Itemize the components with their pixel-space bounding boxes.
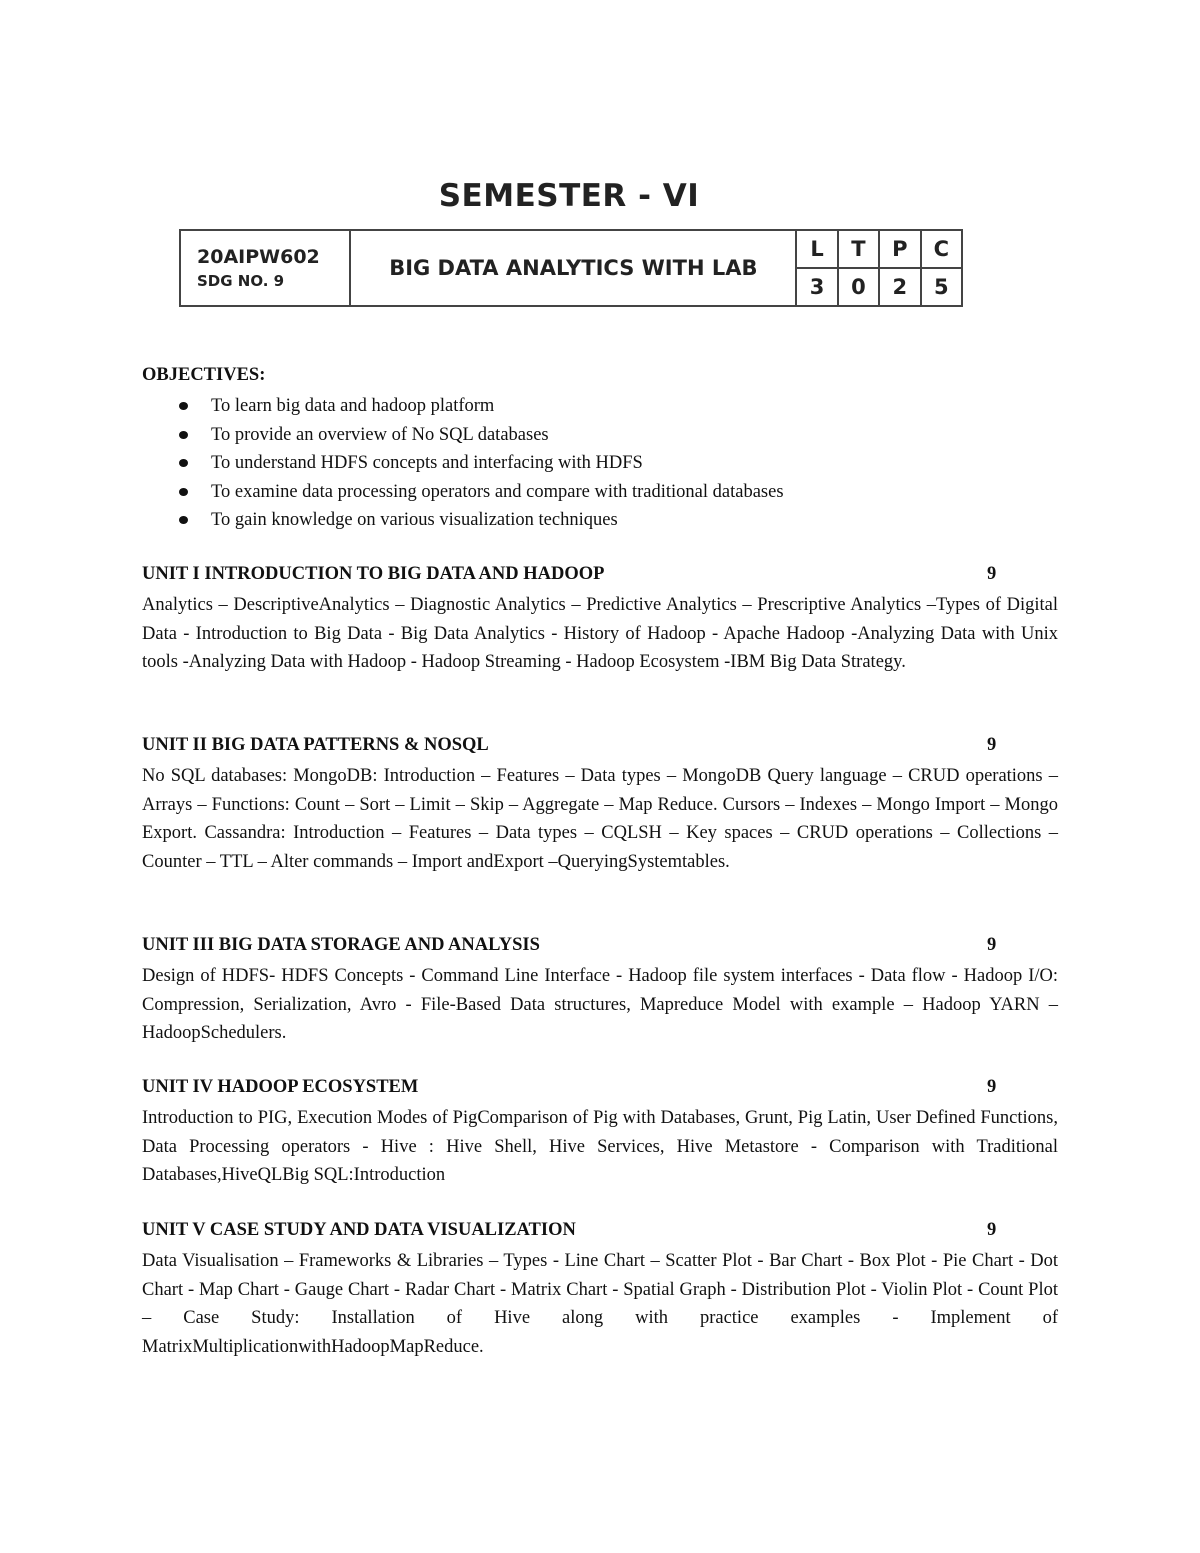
- objective-item: [176, 479, 784, 508]
- unit-4-content: Introduction to PIG, Execution Modes of PigComparison of Pig with Databases, Grunt, Pig Latin, User Defined Functions, Data Processing operators - Hive : Hive Shell, Hive Services, Hive Metastore - Comparison with Traditional Databases,HiveQLBig SQL:Introduction: [142, 1108, 1058, 1185]
- unit-3-heading: [142, 935, 1058, 959]
- unit-2-content: No SQL databases: MongoDB: Introduction – Features – Data types – MongoDB Query language – CRUD operations – Arrays – Functions: Count – Sort – Limit – Skip – Aggregate – Map Reduce. Cursors – Indexes – Mongo Import – Mongo Export. Cassandra: Introduction – Features – Data types – CQLSH – Key spaces – CRUD operations – Collections – Counter – TTL – Alter commands – Import andExport –QueryingSystemtables.: [142, 766, 1058, 872]
- unit-2-heading: [142, 735, 1058, 759]
- course-code: 20AIPW602: [197, 246, 320, 268]
- unit-1-content: Analytics – DescriptiveAnalytics – Diagnostic Analytics – Predictive Analytics – Prescriptive Analytics –Types of Digital Data - Introduction to Big Data - Big Data Analytics - History of Hadoop - Apache Hadoop -Analyzing Data with Unix tools -Analyzing Data with Hadoop - Hadoop Streaming - Hadoop Ecosystem -IBM Big Data Strategy.: [142, 595, 1058, 672]
- bullet-icon: [179, 402, 188, 410]
- unit-hours: 9: [987, 1077, 997, 1097]
- unit-title: UNIT IV HADOOP ECOSYSTEM: [142, 1077, 419, 1097]
- objective-text: To understand HDFS concepts and interfacing with HDFS: [211, 453, 643, 473]
- bullet-icon: [179, 488, 188, 496]
- sdg-number: SDG NO. 9: [197, 272, 285, 290]
- unit-title: UNIT III BIG DATA STORAGE AND ANALYSIS: [142, 935, 540, 955]
- unit-hours: 9: [987, 735, 997, 755]
- unit-hours: 9: [987, 564, 997, 584]
- ltpc-value-t: 0: [838, 268, 879, 306]
- ltpc-header-t: T: [838, 230, 879, 268]
- semester-title: SEMESTER - VI: [438, 178, 700, 214]
- ltpc-value-c: 5: [921, 268, 962, 306]
- bullet-icon: [179, 459, 188, 467]
- unit-title: UNIT I INTRODUCTION TO BIG DATA AND HADOOP: [142, 564, 605, 584]
- bullet-icon: [179, 516, 188, 524]
- objective-text: To examine data processing operators and compare with traditional databases: [211, 481, 784, 502]
- unit-3-content: Design of HDFS- HDFS Concepts - Command Line Interface - Hadoop file system interfaces - Data flow - Hadoop I/O: Compression, Serialization, Avro - File-Based Data structures, Mapreduce Model with example – Hadoop YARN – HadoopSchedulers.: [142, 966, 1058, 1043]
- bullet-icon: [179, 431, 188, 439]
- unit-hours: 9: [987, 935, 997, 955]
- unit-hours: 9: [987, 1220, 997, 1240]
- objective-text: To gain knowledge on various visualization techniques: [211, 510, 618, 530]
- unit-title: UNIT II BIG DATA PATTERNS & NOSQL: [142, 735, 489, 755]
- course-name: BIG DATA ANALYTICS WITH LAB: [350, 230, 796, 306]
- objective-item: [176, 393, 784, 422]
- objective-item: [176, 450, 784, 479]
- objectives-heading: OBJECTIVES:: [142, 365, 266, 385]
- course-code-cell: [180, 230, 350, 306]
- ltpc-header-l: L: [796, 230, 837, 268]
- objective-text: To learn big data and hadoop platform: [211, 396, 495, 416]
- objective-item: [176, 422, 784, 451]
- unit-1-heading: [142, 564, 1058, 588]
- objective-text: To provide an overview of No SQL databases: [211, 424, 549, 445]
- objective-item: [176, 507, 784, 536]
- ltpc-value-p: 2: [879, 268, 920, 306]
- unit-5-heading: [142, 1220, 1058, 1244]
- unit-5-content: Data Visualisation – Frameworks & Libraries – Types - Line Chart – Scatter Plot - Bar Chart - Box Plot - Pie Chart - Dot Chart - Map Chart - Gauge Chart - Radar Chart - Matrix Chart - Spatial Graph - Distribution Plot - Violin Plot - Count Plot – Case Study: Installation of Hive along with practice examples - Implement of MatrixMultiplicationwithHadoopMapReduce.: [142, 1251, 1058, 1357]
- course-header-table: [179, 229, 963, 307]
- ltpc-header-p: P: [879, 230, 920, 268]
- ltpc-value-l: 3: [796, 268, 837, 306]
- unit-4-heading: [142, 1077, 1058, 1101]
- ltpc-header-c: C: [921, 230, 962, 268]
- unit-title: UNIT V CASE STUDY AND DATA VISUALIZATION: [142, 1220, 576, 1240]
- objectives-list: [176, 393, 784, 536]
